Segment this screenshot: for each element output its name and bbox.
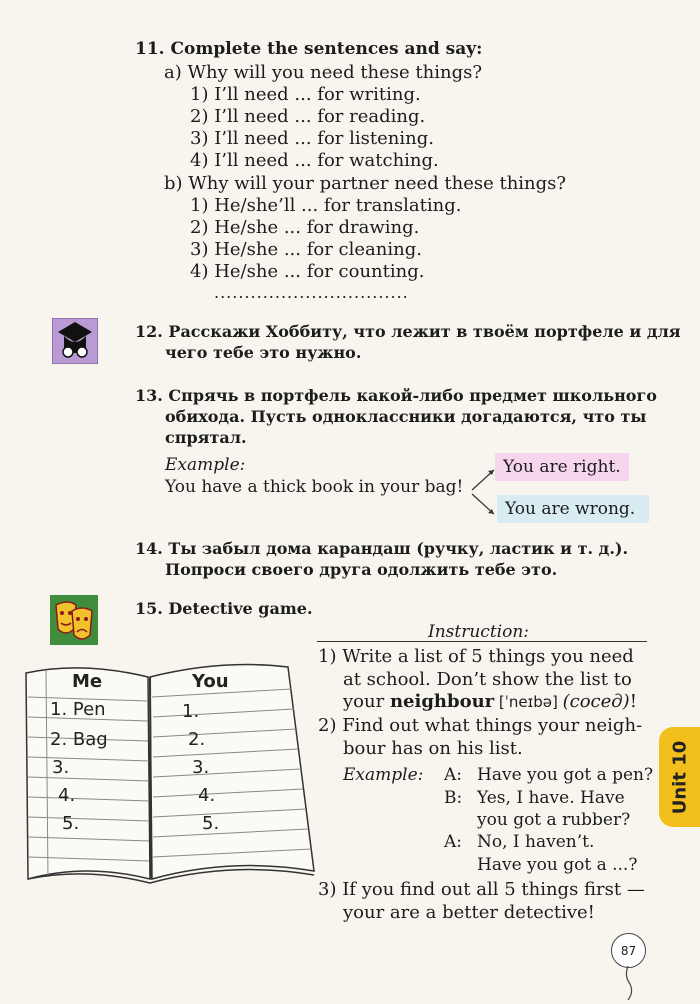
notebook-me-item: 5. [62,813,80,834]
ex13-line2: обихода. Пусть одноклассники догадаются, что ты [165,407,647,426]
dialog-speaker: A: [444,765,463,785]
unit-tab-label: Unit 10 [669,740,690,814]
notebook-you-item: 3. [192,757,210,778]
dialog-speaker: B: [444,788,463,808]
notebook-me-item: 1. Pen [50,699,106,720]
dialog-line: No, I haven’t. [477,832,595,852]
instruction-2-line: 2) Find out what things your neigh- [318,715,643,736]
ex12-line2: чего тебе это нужно. [165,343,362,362]
ex13-question: You have a thick book in your bag! [165,477,464,497]
ex11-a-item: 1) I’ll need ... for writing. [190,84,421,105]
ex15-example-label: Example: [343,765,424,785]
answer-right-bubble: You are right. [495,453,629,481]
notebook-you-item: 1. [182,701,200,722]
notebook-me-item: 4. [58,785,76,806]
theatre-masks-icon [50,595,98,645]
instruction-rule [317,641,647,642]
notebook-you-item: 2. [188,729,206,750]
ex13-line3: спрятал. [165,428,247,447]
dialog-speaker: A: [444,832,463,852]
ex11-dotted-line: ................................ [214,283,409,302]
notebook-me-item: 3. [52,757,70,778]
page-number: 87 [611,933,646,968]
notebook-you-heading: You [192,671,229,692]
ex11-b-item: 4) He/she ... for counting. [190,261,425,282]
ex14-line2: Попроси своего друга одолжить тебе это. [165,560,558,579]
instruction-heading: Instruction: [428,622,529,642]
ex15-title: 15. Detective game. [135,599,313,618]
instruction-3-line: 3) If you find out all 5 things first — [318,879,645,900]
ex14-line1: 14. Ты забыл дома карандаш (ручку, ластик и т. д.). [135,539,629,558]
ex11-a-item: 3) I’ll need ... for listening. [190,128,434,149]
ex13-example-label: Example: [165,455,246,475]
dialog-line: you got a rubber? [477,810,631,830]
ex11-title: 11. Complete the sentences and say: [135,39,483,59]
dialog-line: Have you got a ...? [477,855,638,875]
instruction-1-line: 1) Write a list of 5 things you need [318,646,634,667]
answer-wrong-bubble: You are wrong. [497,495,649,523]
ex11-a-heading: a) Why will you need these things? [164,62,482,83]
notebook-me-item: 2. Bag [50,729,108,750]
notebook-you-item: 4. [198,785,216,806]
ex11-a-item: 4) I’ll need ... for watching. [190,150,439,171]
instruction-1-line: at school. Don’t show the list to [343,669,632,690]
arrows-icon [468,460,498,524]
hobbit-icon [52,318,98,364]
notebook-you-item: 5. [202,813,220,834]
instruction-3-line: your are a better detective! [343,902,595,923]
ex11-a-item: 2) I’ll need ... for reading. [190,106,426,127]
instruction-2-line: bour has on his list. [343,738,523,759]
ex12-line1: 12. Расскажи Хоббиту, что лежит в твоём портфеле и для [135,322,681,341]
ex11-b-heading: b) Why will your partner need these things? [164,173,567,194]
dialog-line: Yes, I have. Have [477,788,625,808]
ex11-b-item: 1) He/she’ll ... for translating. [190,195,462,216]
ex11-b-item: 3) He/she ... for cleaning. [190,239,422,260]
ex11-b-item: 2) He/she ... for drawing. [190,217,420,238]
dialog-line: Have you got a pen? [477,765,654,785]
notebook-illustration [22,657,320,895]
unit-tab [659,727,700,827]
balloon-string-icon [622,966,636,1004]
notebook-me-heading: Me [72,671,103,692]
instruction-1-last-line: your neighbour [ˈneɪbə] (сосед)! [343,691,637,712]
ex13-line1: 13. Спрячь в портфель какой-либо предмет школьного [135,386,657,405]
